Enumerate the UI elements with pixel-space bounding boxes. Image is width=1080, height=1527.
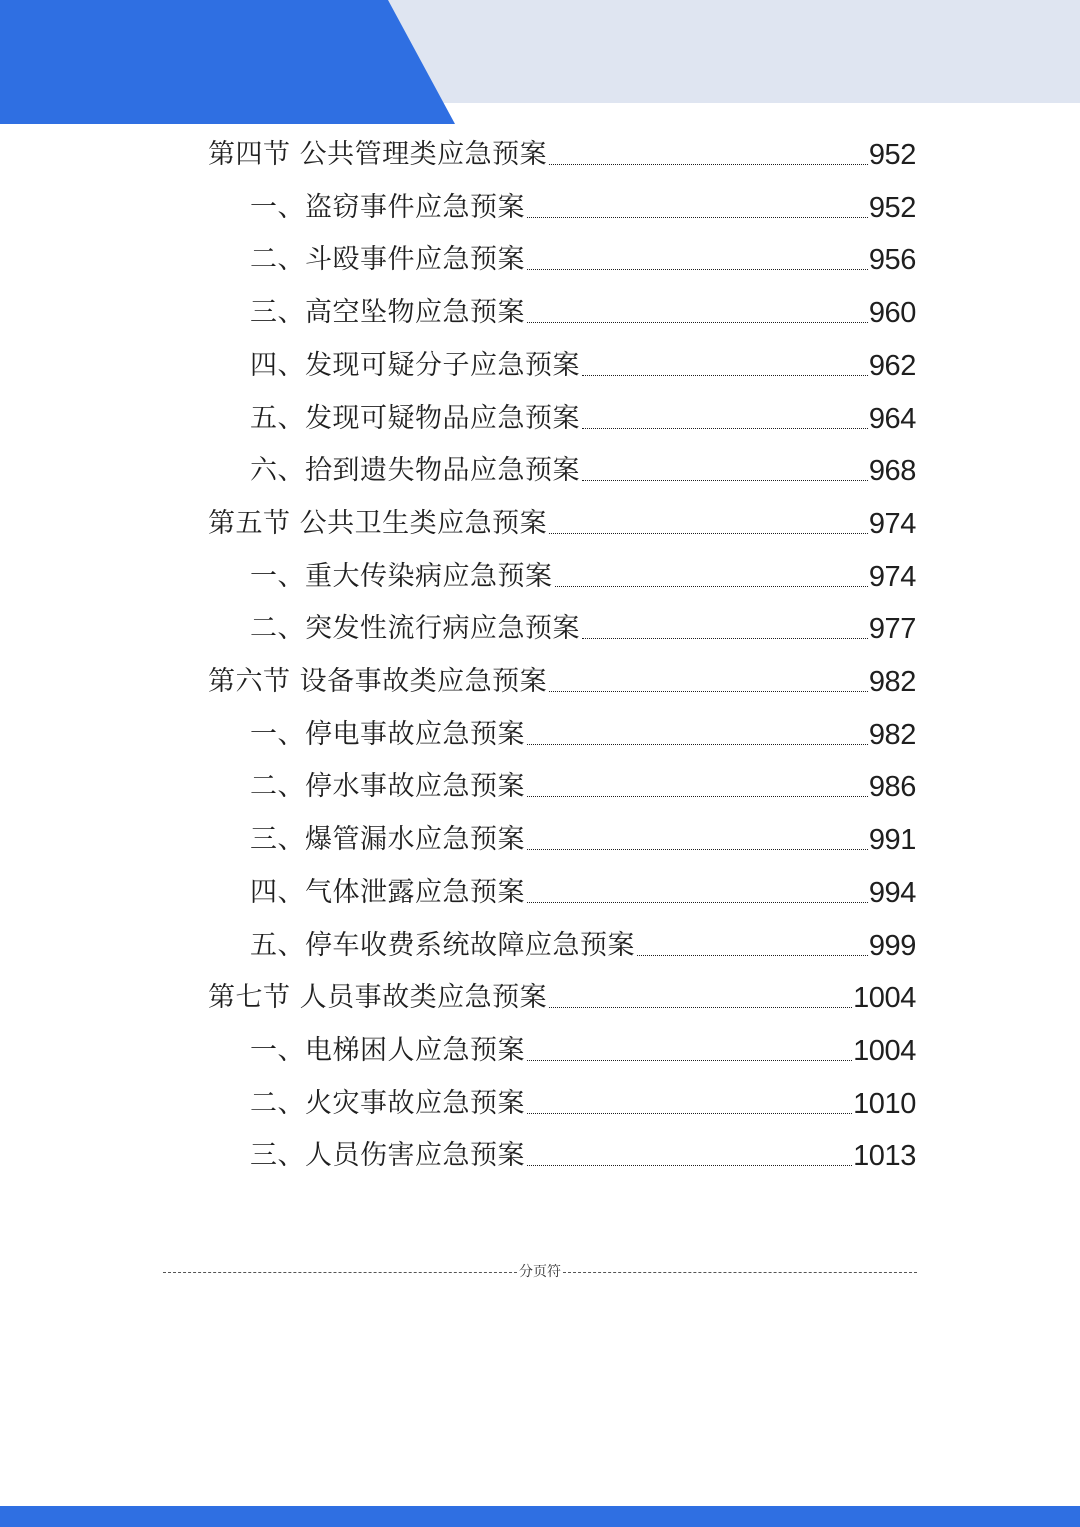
- toc-page-number: 999: [868, 930, 916, 962]
- toc-entry-title: 二、火灾事故应急预案: [250, 1088, 525, 1119]
- toc-dot-leader: [582, 428, 868, 429]
- toc-page-number: 1004: [853, 982, 916, 1014]
- toc-entry-title: 二、斗殴事件应急预案: [250, 244, 525, 275]
- toc-page-number: 974: [868, 508, 916, 540]
- toc-dot-leader: [527, 744, 868, 745]
- toc-entry-title: 一、盗窃事件应急预案: [250, 192, 525, 223]
- toc-page-number: 994: [868, 877, 916, 909]
- toc-dot-leader: [527, 217, 868, 218]
- toc-entry-title: 二、停水事故应急预案: [250, 771, 525, 802]
- footer-band: [0, 1506, 1080, 1527]
- toc-page-number: 974: [868, 561, 916, 593]
- page-break-label: 分页符: [519, 1264, 561, 1280]
- toc-entry-title: 六、拾到遗失物品应急预案: [250, 455, 580, 486]
- toc-page-number: 952: [868, 139, 916, 171]
- toc-entry-title: 一、重大传染病应急预案: [250, 561, 553, 592]
- toc-entry-title: 四、气体泄露应急预案: [250, 877, 525, 908]
- toc-entry-title: 四、发现可疑分子应急预案: [250, 350, 580, 381]
- toc-item-row[interactable]: [250, 926, 916, 966]
- toc-dot-leader: [527, 1113, 852, 1114]
- toc-section-row[interactable]: [208, 978, 916, 1018]
- toc-entry-title: 三、高空坠物应急预案: [250, 297, 525, 328]
- toc-page-number: 956: [868, 244, 916, 276]
- toc-item-row[interactable]: [250, 609, 916, 649]
- toc-item-row[interactable]: [250, 240, 916, 280]
- toc-entry-title: 第七节 人员事故类应急预案: [208, 982, 548, 1013]
- toc-page-number: 982: [868, 719, 916, 751]
- toc-section-row[interactable]: [208, 504, 916, 544]
- toc-entry-title: 一、停电事故应急预案: [250, 719, 525, 750]
- toc-entry-title: 五、停车收费系统故障应急预案: [250, 930, 635, 961]
- toc-page-number: 977: [868, 613, 916, 645]
- toc-entry-title: 一、电梯困人应急预案: [250, 1035, 525, 1066]
- toc-dot-leader: [527, 1165, 852, 1166]
- page-break-marker: [163, 1262, 917, 1282]
- toc-dot-leader: [527, 269, 868, 270]
- toc-page-number: 1004: [853, 1035, 916, 1067]
- toc-item-row[interactable]: [250, 451, 916, 491]
- toc-section-row[interactable]: [208, 662, 916, 702]
- toc-item-row[interactable]: [250, 873, 916, 913]
- toc-item-row[interactable]: [250, 557, 916, 597]
- toc-dot-leader: [527, 902, 868, 903]
- toc-page-number: 1010: [853, 1088, 916, 1120]
- toc-dot-leader: [549, 533, 868, 534]
- toc-dot-leader: [527, 322, 868, 323]
- toc-entry-title: 三、人员伤害应急预案: [250, 1140, 525, 1171]
- toc-entry-title: 第四节 公共管理类应急预案: [208, 139, 548, 170]
- toc-entry-title: 二、突发性流行病应急预案: [250, 613, 580, 644]
- page-break-line-left: [163, 1272, 517, 1273]
- toc-item-row[interactable]: [250, 399, 916, 439]
- toc-dot-leader: [549, 164, 868, 165]
- toc-entry-title: 第五节 公共卫生类应急预案: [208, 508, 548, 539]
- toc-entry-title: 三、爆管漏水应急预案: [250, 824, 525, 855]
- toc-dot-leader: [527, 849, 868, 850]
- header-blue-shape: [0, 0, 455, 124]
- toc-page-number: 991: [868, 824, 916, 856]
- toc-page-number: 952: [868, 192, 916, 224]
- toc-dot-leader: [582, 375, 868, 376]
- toc-dot-leader: [582, 480, 868, 481]
- toc-item-row[interactable]: [250, 767, 916, 807]
- toc-dot-leader: [555, 586, 868, 587]
- toc-dot-leader: [549, 691, 868, 692]
- toc-page-number: 986: [868, 771, 916, 803]
- toc-dot-leader: [527, 1060, 852, 1061]
- toc-item-row[interactable]: [250, 188, 916, 228]
- toc-page-number: 964: [868, 403, 916, 435]
- toc-item-row[interactable]: [250, 715, 916, 755]
- toc-item-row[interactable]: [250, 293, 916, 333]
- toc-dot-leader: [527, 796, 868, 797]
- toc-dot-leader: [582, 638, 868, 639]
- toc-item-row[interactable]: [250, 346, 916, 386]
- toc-page-number: 1013: [853, 1140, 916, 1172]
- page-break-line-right: [563, 1272, 917, 1273]
- toc-entry-title: 五、发现可疑物品应急预案: [250, 403, 580, 434]
- toc-page-number: 982: [868, 666, 916, 698]
- toc-item-row[interactable]: [250, 1084, 916, 1124]
- toc-item-row[interactable]: [250, 1031, 916, 1071]
- toc-dot-leader: [637, 955, 868, 956]
- header-band: [0, 0, 1080, 124]
- toc-page-number: 968: [868, 455, 916, 487]
- toc-item-row[interactable]: [250, 820, 916, 860]
- toc-page-number: 962: [868, 350, 916, 382]
- toc-item-row[interactable]: [250, 1136, 916, 1176]
- toc-section-row[interactable]: [208, 135, 916, 175]
- toc-dot-leader: [549, 1007, 852, 1008]
- toc-page-number: 960: [868, 297, 916, 329]
- toc-entry-title: 第六节 设备事故类应急预案: [208, 666, 548, 697]
